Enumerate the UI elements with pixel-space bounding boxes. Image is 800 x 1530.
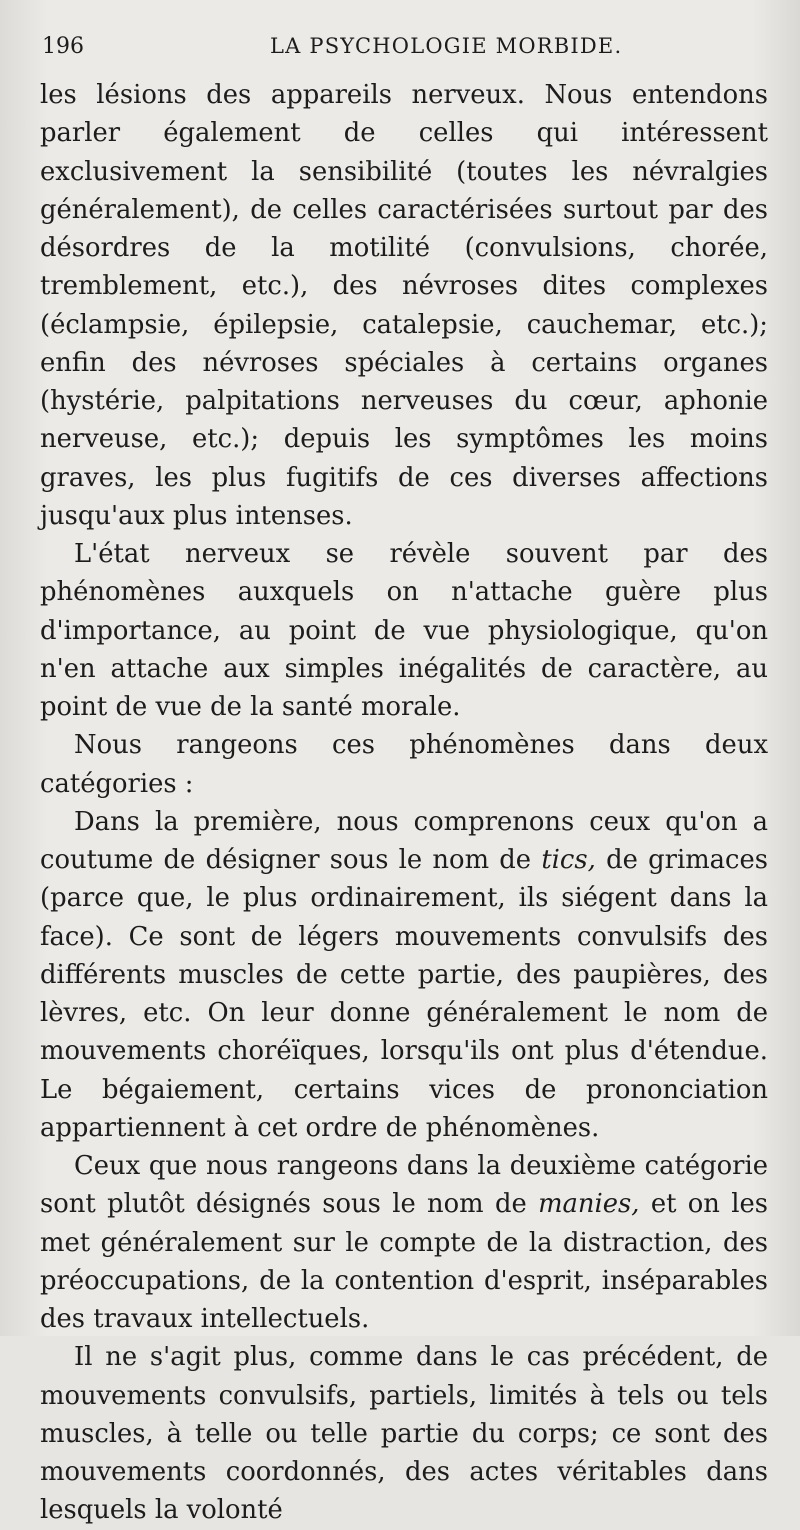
text-run: L'état nerveux se révèle souvent par des phénomènes auxquels on n'attache guère plus d'importance, au point de vue physiologique, qu'on n'en attache aux simples inégalités de caractère, au point de vue de la santé morale. — [40, 539, 768, 722]
text-run: Ceux que nous rangeons dans la deuxième catégorie sont plutôt désignés sous le nom de — [40, 1151, 768, 1220]
paragraph — [40, 1147, 768, 1338]
text-run: Dans la première, nous comprenons ceux qu'on a coutume de désigner sous le nom de — [40, 806, 768, 875]
italic-term: tics, — [541, 845, 596, 875]
text-run: et on les met généralement sur le compte de la distraction, des préoccupations, de la contention d'esprit, inséparables des travaux intellectuels. — [40, 1189, 768, 1334]
italic-term: manies, — [538, 1189, 640, 1220]
running-title: LA PSYCHOLOGIE MORBIDE. — [270, 34, 623, 58]
text-run: les lésions des appareils nerveux. Nous entendons parler également de celles qui intéressent exclusivement la sensibilité (toutes les névralgies généralement), de celles caractérisées surtout par des désordres de la motilité (convulsions, chorée, tremblement, etc.), des névroses dites complexes (éclampsie, épilepsie, catalepsie, cauchemar, etc.); enfin des névroses spéciales à certains organes (hystérie, palpitations nerveuses du cœur, aphonie nerveuse, etc.); depuis les symptômes les moins graves, les plus fugitifs de ces diverses affections jusqu'aux plus intenses. — [40, 80, 768, 531]
paragraph — [40, 726, 768, 803]
paragraph — [40, 535, 768, 726]
paragraph — [40, 76, 768, 535]
text-run: de grimaces (parce que, le plus ordinairement, ils siégent dans la face). Ce sont de légers mouvements convulsifs des différents muscles de cette partie, des paupières, des lèvres, etc. On leur donne généralement le nom de mouvements choréïques, lorsqu'ils ont plus d'étendue. Le bégaiement, certains vices de prononciation appartiennent à cet ordre de phénomènes. — [40, 845, 768, 1143]
page-number: 196 — [42, 34, 84, 59]
body-text — [40, 76, 768, 1530]
paragraph — [40, 803, 768, 1147]
text-run: Il ne s'agit plus, comme dans le cas précédent, de mouvements convulsifs, partiels, limités à tels ou tels muscles, à telle ou telle partie du corps; ce sont des mouvements coordonnés, des actes véritables dans lesquels la volonté — [40, 1342, 768, 1526]
page-header — [42, 34, 742, 64]
text-run: Nous rangeons ces phénomènes dans deux catégories : — [40, 730, 768, 799]
paragraph — [40, 1338, 768, 1529]
